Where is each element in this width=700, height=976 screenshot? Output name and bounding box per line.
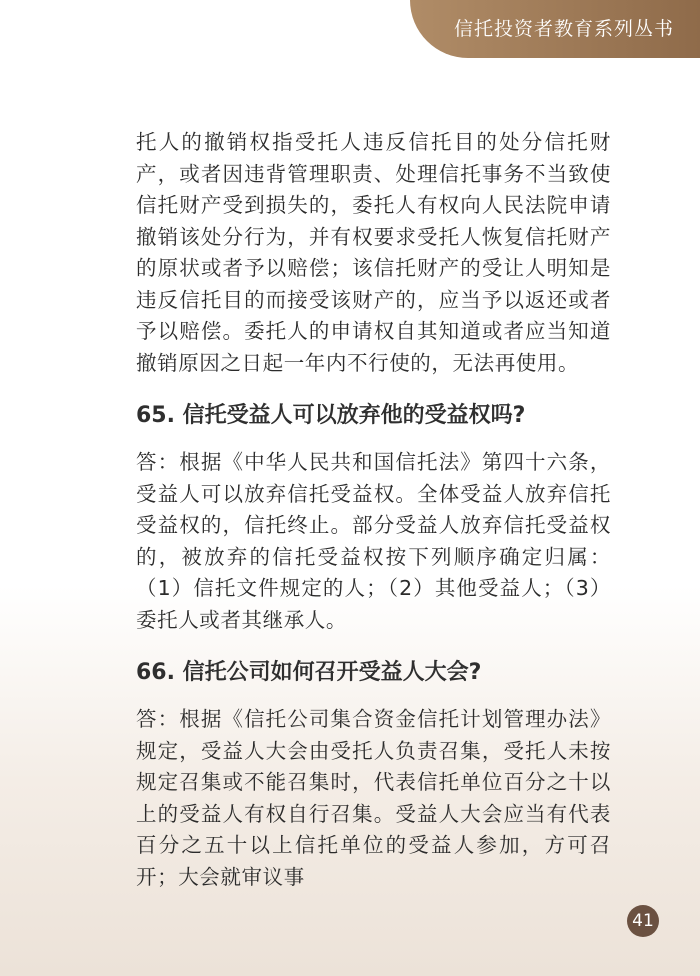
- question-heading-66: 66. 信托公司如何召开受益人大会?: [136, 660, 482, 685]
- page-content: [136, 127, 611, 893]
- page-number-badge: 41: [627, 905, 659, 937]
- answer-paragraph-66: 答：根据《信托公司集合资金信托计划管理办法》规定，受益人大会由受托人负责召集，受托人未按规定召集或不能召集时，代表信托单位百分之十以上的受益人有权自行召集。受益人大会应当有代表百分之五十以上信托单位的受益人参加，方可召开；大会就审议事: [136, 707, 611, 889]
- question-heading-65: 65. 信托受益人可以放弃他的受益权吗?: [136, 403, 526, 428]
- answer-paragraph-65: 答：根据《中华人民共和国信托法》第四十六条，受益人可以放弃信托受益权。全体受益人放弃信托受益权的，信托终止。部分受益人放弃信托受益权的，被放弃的信托受益权按下列顺序确定归属：（1）信托文件规定的人；（2）其他受益人；（3）委托人或者其继承人。: [136, 450, 611, 632]
- header-banner: [410, 0, 700, 58]
- series-title: 信托投资者教育系列丛书: [453, 18, 674, 40]
- intro-paragraph: 托人的撤销权指受托人违反信托目的处分信托财产，或者因违背管理职责、处理信托事务不当致使信托财产受到损失的，委托人有权向人民法院申请撤销该处分行为，并有权要求受托人恢复信托财产的原状或者予以赔偿；该信托财产的受让人明知是违反信托目的而接受该财产的，应当予以返还或者予以赔偿。委托人的申请权自其知道或者应当知道撤销原因之日起一年内不行使的，无法再使用。: [136, 130, 611, 375]
